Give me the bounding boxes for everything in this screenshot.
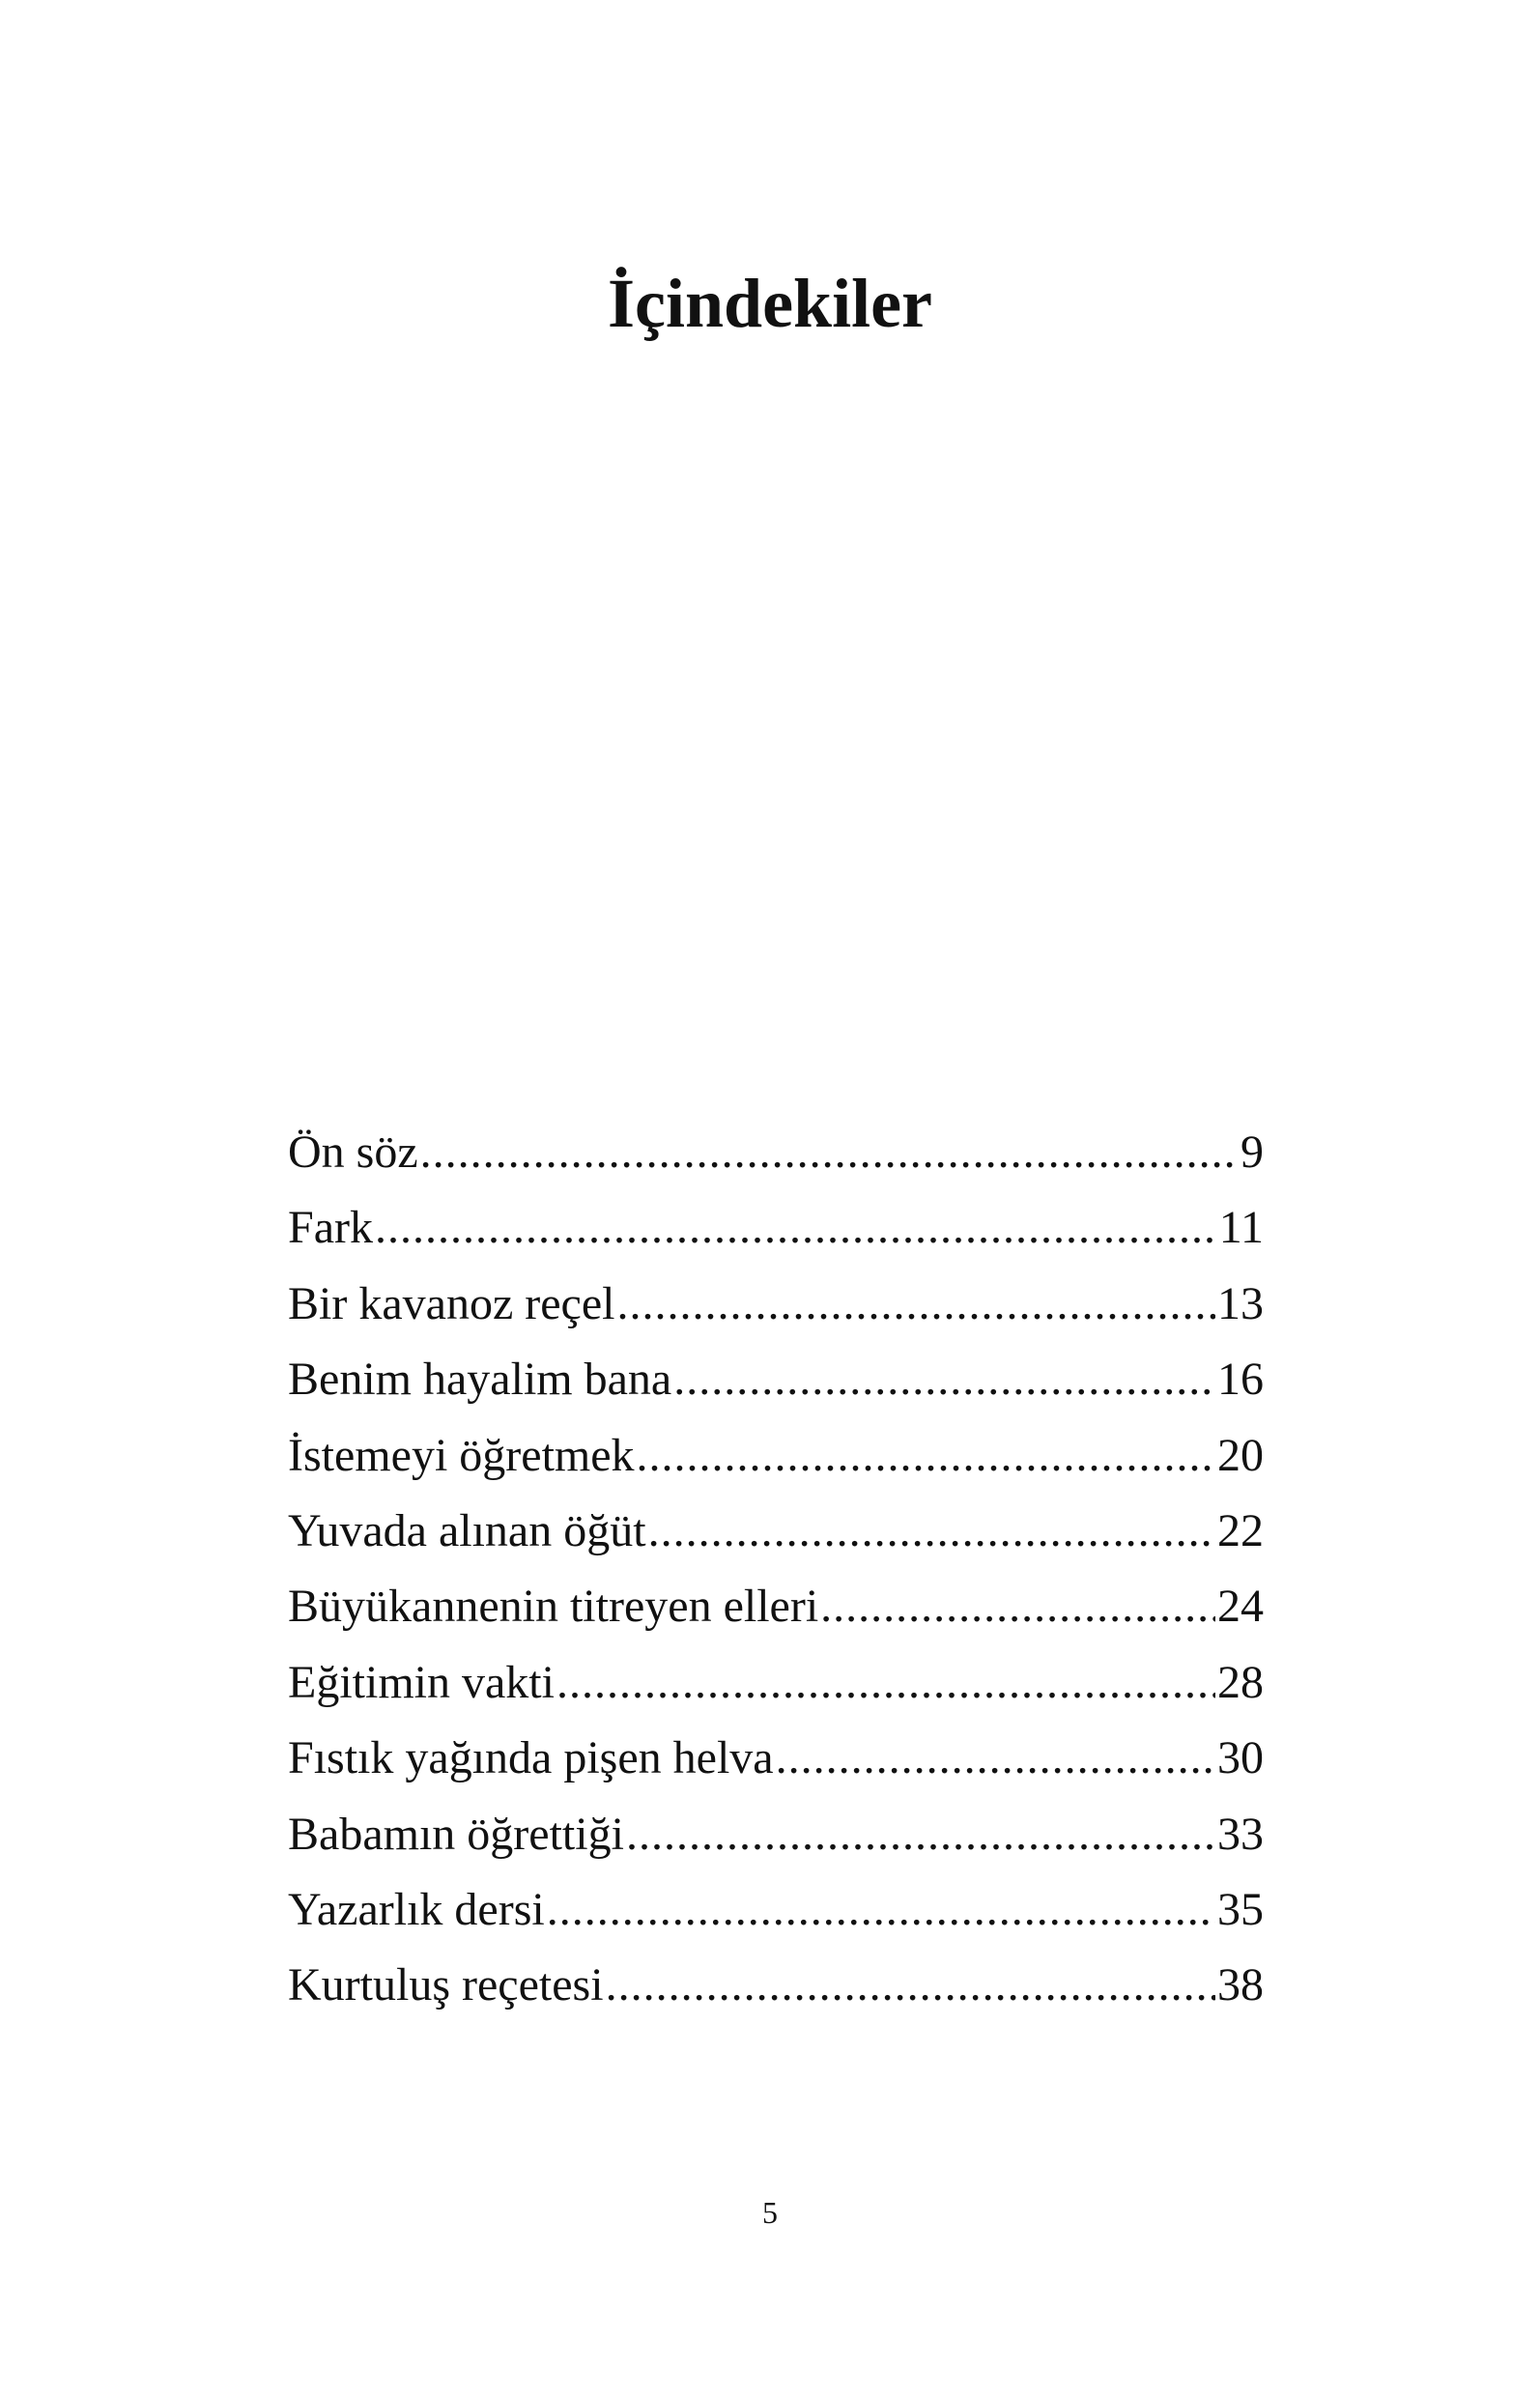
toc-leader-dots [616,1267,1215,1342]
toc-entry [288,1569,1264,1644]
toc-entry-page: 30 [1217,1732,1264,1784]
toc-entry [288,1342,1264,1417]
toc-entry [288,1645,1264,1721]
toc-entry-title: Yazarlık dersi [288,1883,545,1935]
toc-entry-page: 33 [1217,1808,1264,1860]
toc-entry-title: Kurtuluş reçetesi [288,1959,604,2011]
toc-entry-page: 24 [1217,1581,1264,1633]
toc-entry-page: 35 [1217,1883,1264,1935]
toc-entry [288,1948,1264,2023]
toc-entry-title: Bir kavanoz reçel [288,1277,615,1329]
toc-entry-page: 9 [1241,1127,1264,1178]
toc-entry [288,1418,1264,1494]
toc-entry-page: 16 [1217,1354,1264,1406]
toc-entry-title: Benim hayalim bana [288,1354,672,1406]
toc-leader-dots [375,1190,1217,1266]
toc-entry-page: 22 [1217,1504,1264,1556]
toc-entry [288,1115,1264,1190]
toc-leader-dots [420,1115,1239,1190]
toc-entry [288,1494,1264,1569]
toc-leader-dots [820,1569,1215,1644]
toc-entry [288,1190,1264,1266]
toc-entry-title: Ön söz [288,1127,418,1178]
toc-entry [288,1872,1264,1948]
toc-entry-title: Fark [288,1202,373,1254]
toc-leader-dots [648,1494,1215,1569]
table-of-contents [288,1115,1264,2024]
toc-leader-dots [626,1797,1215,1872]
toc-entry-title: Babamın öğrettiği [288,1808,624,1860]
toc-entry [288,1267,1264,1342]
toc-entry-title: Fıstık yağında pişen helva [288,1732,774,1784]
toc-entry-title: İstemeyi öğretmek [288,1429,635,1481]
page-number: 5 [762,2195,778,2230]
toc-entry-title: Yuvada alınan öğüt [288,1504,646,1556]
page-title: İçindekiler [608,265,932,342]
toc-entry-page: 28 [1217,1656,1264,1708]
toc-entry-title: Büyükannenin titreyen elleri [288,1581,819,1633]
toc-entry [288,1721,1264,1796]
toc-entry-page: 38 [1217,1959,1264,2011]
toc-entry-page: 11 [1218,1202,1264,1254]
toc-leader-dots [547,1872,1215,1948]
toc-leader-dots [606,1948,1215,2023]
toc-leader-dots [776,1721,1215,1796]
toc-leader-dots [556,1645,1215,1721]
toc-leader-dots [673,1342,1215,1417]
toc-entry-page: 13 [1217,1277,1264,1329]
toc-entry [288,1797,1264,1872]
toc-entry-title: Eğitimin vakti [288,1656,555,1708]
toc-entry-page: 20 [1217,1429,1264,1481]
toc-leader-dots [637,1418,1215,1494]
